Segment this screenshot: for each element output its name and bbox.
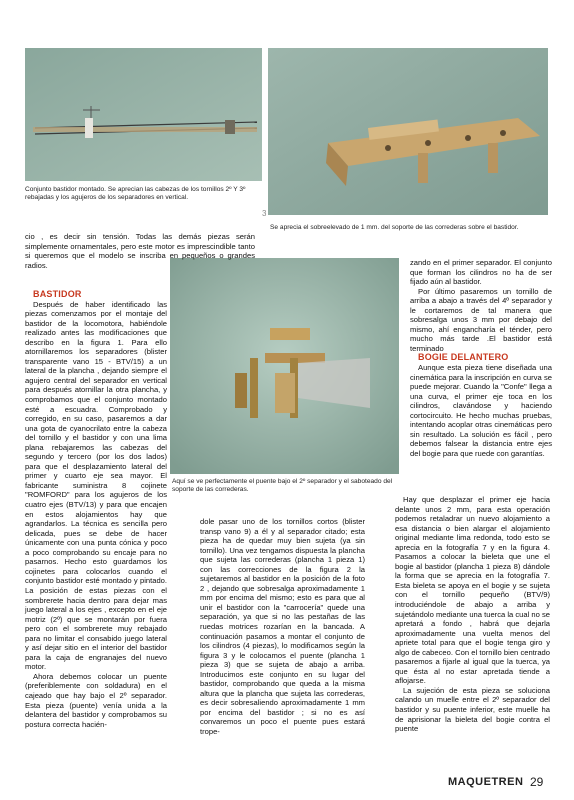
photo-bastidor-montado-image xyxy=(25,48,262,181)
column-3-lower xyxy=(395,495,550,734)
bogie-paragraph-3: La sujeción de esta pieza se soluciona calando un muelle entre el 2º separador del bastidor y su puente inferior, este muelle ha de aprisionar la bieleta del bogie contra el puente xyxy=(395,685,550,734)
photo-sobreelevado xyxy=(268,48,548,215)
photo-puente-separador xyxy=(170,258,399,474)
caption-photo1: Conjunto bastidor montado. Se aprecian las cabezas de los tornillos 2º Y 3º rebajadas y los agujeros de los separadores en vertical. xyxy=(25,186,246,202)
photo-sobreelevado-image xyxy=(268,48,548,215)
bogie-paragraph-2: Hay que desplazar el primer eje hacia delante unos 2 mm, para esta operación podemos retaladrar un nuevo alojamiento a esa distancia o bien alargar el alojamiento original mediante lima redonda, todo esto se aprecia en la fotografía 7 y en la figura 4. Pasamos a colocar la bieleta que une el bogie al bastidor (plancha 1 pieza 8) dándole la forma que se aprecia en la fotografía 7. Esta bieleta se apoya en el bogie y se sujeta con el tornillo pequeño (BTV/9) introduciéndole de abajo a arriba y sujetándolo mediante una tuerca la cual no se apretará a fondo , habrá que dejarla aproximadamente una vuelta menos del apriete total para que el bogie tenga giro y algo de cabeceo. Con el tornillo bien centrado pasaremos a fijarle al igual que la tuerca, ya que ésta al no estar apretada tiende a aflojarse. xyxy=(395,495,550,686)
footer-brand: MAQUETREN xyxy=(448,776,524,788)
bogie-paragraph-1: Aunque esta pieza tiene diseñada una cinemática para la inscripción en curva se puede mejorar. Cuando la "Confe" llega a una curva, el primer eje toca en los cilindros, clavándose y haciendo cortocircuito. He hecho muchas pruebas, intentando acoplar otras cinemáticas pero sin resultado. La solución es fácil , pero debemos falsear la distancia entre ejes del bogie para que ruede con garantías. xyxy=(410,363,552,458)
column-2-paragraph: dole pasar uno de los tornillos cortos (blister transp vano 9) a él y al separador citado; esta pieza ha de quedar muy bien sujeta (ya sin tornillo). Una vez tengamos dispuesta la plancha que sujeta las correderas (plancha 1 pieza 1) con las correcciones de la figura 2 la sujetaremos al bastidor en la posición de la foto 2 , dejando que sobresalga aproximadamente 1 mm por encima del mismo; esto es para que al unir el bastidor con la "carrocería" quede una separación, ya que si no las pestañas de las ruedas motrices rozarían en la bancada. A continuación pasamos a montar el conjunto de los cilindros (4 piezas), lo modificamos según la figura 3 y le colocamos el puente (plancha 1 pieza 3) que se sujeta de abajo a arriba. Introducimos este conjunto en su lugar del bastidor, comprobando que queda a la misma altura que la plancha que sujeta las correderas, es decir sobresaliendo aproximadamente 1 mm por encima del bastidor ; si no es así convaremos un poco el puente pues estará trope- xyxy=(200,517,365,737)
heading-bogie-delantero: BOGIE DELANTERO xyxy=(418,352,509,363)
intro-paragraph: cio , es decir sin tensión. Todas las demás piezas serán simplemente ornamentales, pero este motor es imprescindible tanto si queremos que el modelo se inscriba en pequeños o grandes radios. xyxy=(25,232,255,270)
bastidor-paragraph-2: Ahora debemos colocar un puente (preferiblemente con soldadura) en el cajeado que hay bajo el 2º separador. Esta pieza (puente) venía unida a la delantera del bastidor y comprobamos su postura correcta hacién- xyxy=(25,671,167,729)
caption-photo3: Aquí se ve perfectamente el puente bajo el 2º separador y el saboteado del soporte de las correderas. xyxy=(172,478,393,494)
photo-puente-separador-image xyxy=(170,258,399,474)
column-3-paragraph-2: Por último pasaremos un tornillo de arriba a abajo a través del 4º separador y le cortaremos de tal manera que sobresalga unos 3 mm por debajo del mismo, ahí engancharía el ténder, pero mucho más tarde .El bastidor está terminado xyxy=(410,286,552,353)
column-3 xyxy=(410,258,552,458)
column-1 xyxy=(25,290,167,729)
photo2-number: 3 xyxy=(262,209,267,218)
heading-bastidor: BASTIDOR xyxy=(33,289,82,299)
column-2 xyxy=(200,517,365,737)
page-number: 29 xyxy=(530,775,544,789)
caption-photo2: Se aprecia el sobreelevado de 1 mm. del soporte de las correderas sobre el bastidor. xyxy=(270,224,519,231)
bastidor-paragraph-1: Después de haber identificado las piezas comenzamos por el montaje del bastidor de la locomotora, habiéndole realizado antes las modificaciones que describo en la figura 1. Para ello atornillaremos los separadores (blister transparente vano 15 - BTV/15) a un lateral de la plancha , dejando siempre el agujero central del separador en vertical para después atornillar la otra plancha, y comprobamos que el conjunto montado esté a escuadra. Comprobado y corregido, en su caso, pasaremos a dar una gota de cyanocrilato entre la cabeza del tornillo y el bastidor y con una lima plana rebajaremos las cabezas del segundo y tercero (por los dos lados) para que el desplazamiento lateral del primer y cuarto eje sea mayor. El fabricante suministra 8 cojinete "ROMFORD" para los agujeros de los cuatro ejes (BTV/13) y para que encajen en estos alojamientos hay que agrandarlos. La técnica es sencilla pero delicada, pues se debe de hacer únicamente con una punta cónica y poco a poco comprobando su encaje para no pasarnos. Hecho esto guardamos los cojinetes para colocarlos cuando el conjunto bastidor esté montado y pintado. La posición de estas piezas con el sombrerete hacia dentro para dejar mas juego lateral a los ejes , excepto en el eje motriz (2º) que se montarán por fuera pero con el sombrerete muy rebajado para no limitar el consabido juego lateral y así dejar sitio en el interior del bastidor para la caja de engranajes del nuevo motor. xyxy=(25,299,167,672)
photo-bastidor-montado xyxy=(25,48,262,181)
column-1-intro xyxy=(25,232,255,270)
column-3-paragraph-1: zando en el primer separador. El conjunto que forman los cilindros no ha de ser fijado aún al bastidor. xyxy=(410,258,552,287)
